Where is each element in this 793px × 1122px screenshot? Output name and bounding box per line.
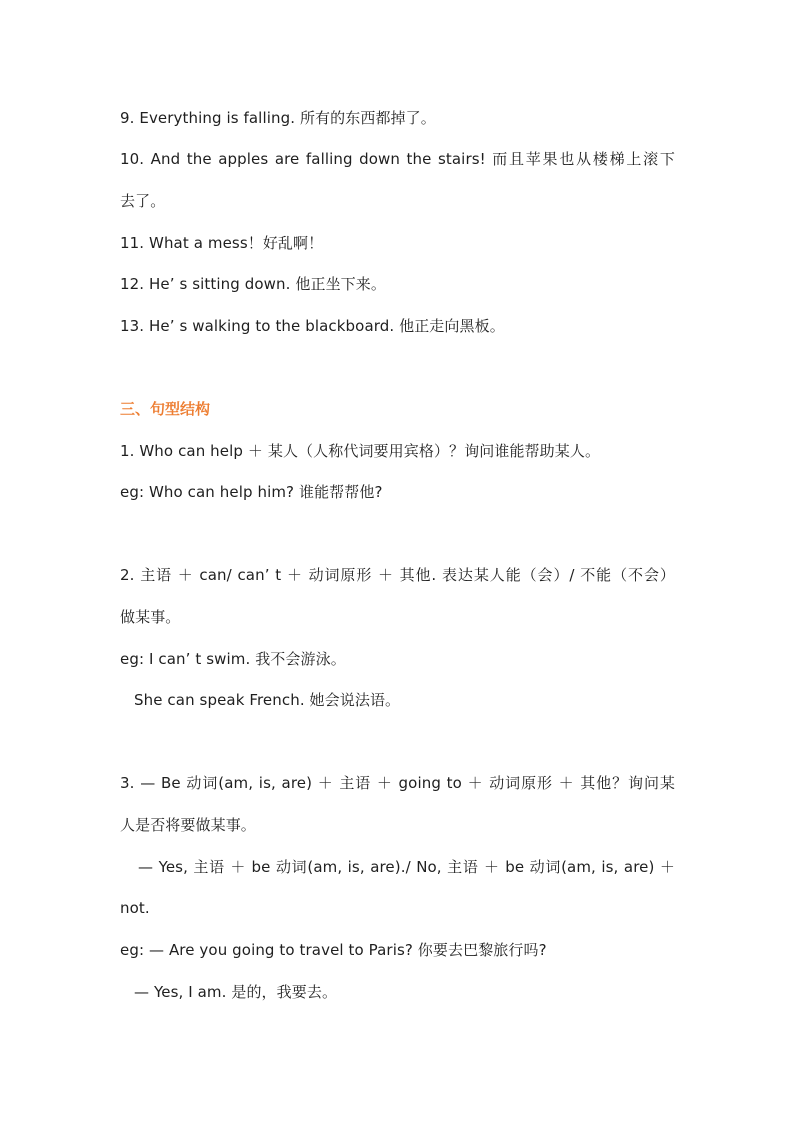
pattern-3-line-continued: 人是否将要做某事。 <box>120 816 256 834</box>
sentence-line-10: 10. And the apples are falling down the stairs! 而且苹果也从楼梯上滚下 <box>120 150 675 168</box>
pattern-3-example-answer: — Yes, I am. 是的，我要去。 <box>134 983 338 1001</box>
sentence-line-12: 12. He’ s sitting down. 他正坐下来。 <box>120 275 386 293</box>
sentence-line-13: 13. He’ s walking to the blackboard. 他正走向黑板。 <box>120 317 505 335</box>
pattern-1-example: eg: Who can help him? 谁能帮帮他? <box>120 483 383 501</box>
pattern-2-line-continued: 做某事。 <box>120 608 181 626</box>
pattern-1-line: 1. Who can help ＋ 某人（人称代词要用宾格）？询问谁能帮助某人。 <box>120 442 601 460</box>
pattern-2-line: 2. 主语 ＋ can/ can’ t ＋ 动词原形 ＋ 其他. 表达某人能（会）/ 不能（不会） <box>120 566 675 584</box>
pattern-2-example-2: She can speak French. 她会说法语。 <box>134 691 401 709</box>
sentence-line-10-continued: 去了。 <box>120 192 166 210</box>
pattern-3-line: 3. — Be 动词(am, is, are) ＋ 主语 ＋ going to ＋ 动词原形 ＋ 其他？询问某 <box>120 774 675 792</box>
pattern-3-example-question: eg: — Are you going to travel to Paris? 你要去巴黎旅行吗? <box>120 941 547 959</box>
sentence-line-9: 9. Everything is falling. 所有的东西都掉了。 <box>120 109 436 127</box>
section-heading: 三、句型结构 <box>120 400 211 418</box>
pattern-3-answer-line: — Yes, 主语 ＋ be 动词(am, is, are)./ No, 主语 ＋ be 动词(am, is, are) ＋ <box>138 858 675 876</box>
pattern-2-example-1: eg: I can’ t swim. 我不会游泳。 <box>120 650 346 668</box>
sentence-line-11: 11. What a mess！好乱啊！ <box>120 234 324 252</box>
pattern-3-answer-continued: not. <box>120 899 150 917</box>
